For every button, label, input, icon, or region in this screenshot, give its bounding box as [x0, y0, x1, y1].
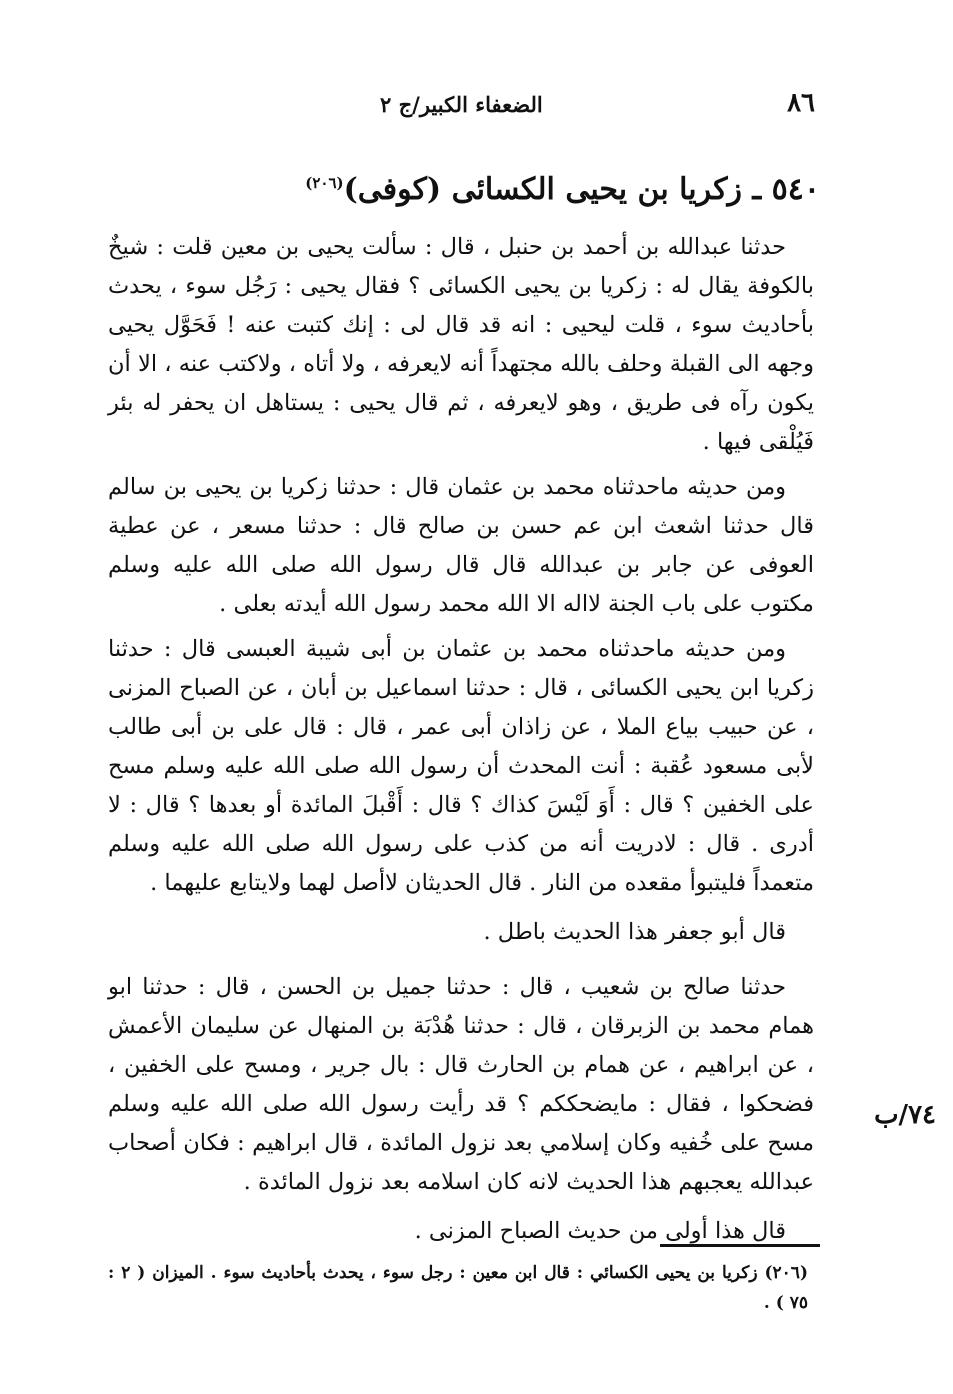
- footnote: (٢٠٦) زكريا بن يحيى الكسائي : قال ابن معين : رجل سوء ، يحدث بأحاديث سوء . الميزان ( ٢ : ٧٥ ) .: [108, 1263, 808, 1313]
- paragraph-3: ومن حديثه ماحدثناه محمد بن عثمان بن أبى شيبة العبسى قال : حدثنا زكريا ابن يحيى الكسائى ، قال : حدثنا اسماعيل بن أبان ، عن الصباح المزنى ، عن حبيب بياع الملا ، عن زاذان أبى عمر ، قال : قال على بن أبى طالب لأبى مسعود عُقبة : أنت المحدث أن رسول الله صلى الله عليه وسلم مسح على الخفين ؟ قال : أَوَ لَيْسَ كذاك ؟ قال : أَقْبلَ المائدة أو بعدها ؟ قال : لا أدرى . قال : لادريت أنه من كذب على رسول الله صلى الله عليه وسلم متعمداً فليتبوأ مقعده من النار . قال الحديثان لاأصل لهما ولايتابع عليهما .: [108, 636, 814, 896]
- page-header: [380, 88, 815, 128]
- entry-title-text: ٥٤٠ ـ زكريا بن يحيى الكسائى (كوفى): [343, 172, 820, 207]
- running-title: الضعفاء الكبير/ج ٢: [380, 92, 543, 117]
- body-text: [108, 228, 814, 1267]
- manuscript-folio-note: ٧٤/ب: [874, 1100, 936, 1130]
- entry-heading: [305, 172, 820, 207]
- paragraph-2: ومن حديثه ماحدثناه محمد بن عثمان قال : حدثنا زكريا بن يحيى بن سالم قال حدثنا اشعث ابن عم حسن بن صالح قال : حدثنا مسعر ، عن عطية العوفى عن جابر بن عبدالله قال قال رسول الله صلى الله عليه وسلم مكتوب على باب الجنة لااله الا الله محمد رسول الله أيدته بعلى .: [108, 474, 814, 617]
- paragraph-4: قال أبو جعفر هذا الحديث باطل .: [483, 919, 786, 945]
- paragraph-1: حدثنا عبدالله بن أحمد بن حنبل ، قال : سألت يحيى بن معين قلت : شيخٌ بالكوفة يقال له : زكريا بن يحيى الكسائى ؟ فقال يحيى : رَجُل سوء ، يحدث بأحاديث سوء ، قلت ليحيى : انه قد قال لى : إنك كتبت عنه ! فَحَوَّل يحيى وجهه الى القبلة وحلف بالله مجتهداً أنه لايعرفه ، ولا أتاه ، ولاكتب عنه ، الا أن يكون رآه فى طريق ، وهو لايعرفه ، ثم قال يحيى : يستاهل ان يحفر له بئر فَيُلْقى فيها .: [108, 234, 814, 455]
- footnote-divider: [660, 1244, 820, 1247]
- page-number: ٨٦: [787, 88, 815, 118]
- footnote-reference: (٢٠٦): [305, 174, 344, 192]
- paragraph-6: قال هذا أولى من حديث الصباح المزنى .: [414, 1218, 786, 1244]
- paragraph-5: حدثنا صالح بن شعيب ، قال : حدثنا جميل بن الحسن ، قال : حدثنا ابو همام محمد بن الزبرقان ، قال : حدثنا هُدْبَة بن المنهال عن سليمان الأعمش ، عن ابراهيم ، عن همام بن الحارث قال : بال جرير ، ومسح على الخفين ، فضحكوا ، فقال : مايضحككم ؟ قد رأيت رسول الله صلى الله عليه وسلم مسح على خُفيه وكان إسلامي بعد نزول المائدة ، قال ابراهيم : فكان أصحاب عبدالله يعجبهم هذا الحديث لانه كان اسلامه بعد نزول المائدة .: [108, 974, 814, 1195]
